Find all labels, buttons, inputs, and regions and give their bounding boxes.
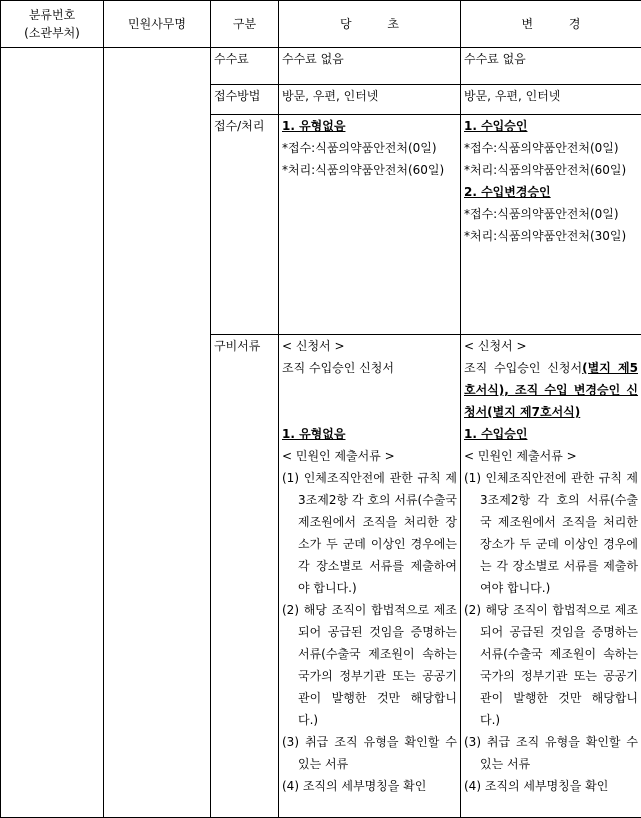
documents-after-form-plain: 조직 수입승인 신청서 bbox=[464, 361, 582, 375]
cell-category bbox=[1, 48, 104, 818]
documents-before-item-1: (1) 인체조직안전에 관한 규칙 제3조제2항 각 호의 서류(수출국 제조원에서 조직을 처리한 장소가 두 군데 이상인 경우에는 각 장소별로 서류를 제출하여야 합니다.) bbox=[282, 467, 457, 599]
documents-before-item-4: (4) 조직의 세부명칭을 확인 bbox=[282, 775, 457, 797]
processing-after-heading2: 2. 수입변경승인 bbox=[464, 181, 638, 203]
processing-after-process1: *처리:식품의약품안전처(60일) bbox=[464, 159, 638, 181]
documents-after-form bbox=[464, 357, 638, 423]
processing-after-heading1: 1. 수입승인 bbox=[464, 115, 638, 137]
documents-before-heading: 1. 유형없음 bbox=[282, 423, 457, 445]
documents-before-sub-title: < 민원인 제출서류 > bbox=[282, 445, 457, 467]
documents-after-item-2: (2) 해당 조직이 합법적으로 제조되어 공급된 것임을 증명하는 서류(수출국 제조원이 속하는 국가의 정부기관 또는 공공기관이 발행한 것만 해당합니다.) bbox=[464, 599, 638, 731]
processing-before bbox=[279, 115, 461, 335]
header-category-line2: (소관부처) bbox=[1, 24, 103, 42]
processing-after-receive1: *접수:식품의약품안전처(0일) bbox=[464, 137, 638, 159]
label-fee: 수수료 bbox=[211, 48, 279, 85]
header-category-line1: 분류번호 bbox=[1, 6, 103, 24]
header-after bbox=[461, 1, 641, 48]
processing-before-heading: 1. 유형없음 bbox=[282, 115, 457, 137]
label-processing: 접수/처리 bbox=[211, 115, 279, 335]
label-method: 접수방법 bbox=[211, 85, 279, 115]
documents-before-form-title: < 신청서 > bbox=[282, 335, 457, 357]
processing-after bbox=[461, 115, 641, 335]
method-before: 방문, 우편, 인터넷 bbox=[279, 85, 461, 115]
header-service: 민원사무명 bbox=[104, 1, 211, 48]
processing-after-receive2: *접수:식품의약품안전처(0일) bbox=[464, 203, 638, 225]
processing-before-process: *처리:식품의약품안전처(60일) bbox=[282, 159, 457, 181]
documents-after-sub-title: < 민원인 제출서류 > bbox=[464, 445, 638, 467]
processing-after-process2: *처리:식품의약품안전처(30일) bbox=[464, 225, 638, 247]
fee-after: 수수료 없음 bbox=[461, 48, 641, 85]
cell-service bbox=[104, 48, 211, 818]
documents-after-heading: 1. 수입승인 bbox=[464, 423, 638, 445]
documents-after-item-4: (4) 조직의 세부명칭을 확인 bbox=[464, 775, 638, 797]
row-fee bbox=[1, 48, 641, 85]
documents-before-item-3: (3) 취급 조직 유형을 확인할 수 있는 서류 bbox=[282, 731, 457, 775]
header-row bbox=[1, 1, 641, 48]
header-before-label: 당 초 bbox=[324, 17, 415, 31]
method-after: 방문, 우편, 인터넷 bbox=[461, 85, 641, 115]
header-after-label: 변 경 bbox=[506, 17, 597, 31]
processing-before-receive: *접수:식품의약품안전처(0일) bbox=[282, 137, 457, 159]
label-documents: 구비서류 bbox=[211, 335, 279, 818]
fee-before: 수수료 없음 bbox=[279, 48, 461, 85]
header-before bbox=[279, 1, 461, 48]
documents-after-item-1: (1) 인체조직안전에 관한 규칙 제3조제2항 각 호의 서류(수출국 제조원에서 조직을 처리한 장소가 두 군데 이상인 경우에는 각 장소별로 서류를 제출하여야 합니다.) bbox=[464, 467, 638, 599]
documents-after-form-title: < 신청서 > bbox=[464, 335, 638, 357]
documents-before-form: 조직 수입승인 신청서 bbox=[282, 357, 457, 379]
spacer bbox=[282, 379, 457, 423]
documents-after-item-3: (3) 취급 조직 유형을 확인할 수 있는 서류 bbox=[464, 731, 638, 775]
documents-before-item-2: (2) 해당 조직이 합법적으로 제조되어 공급된 것임을 증명하는 서류(수출국 제조원이 속하는 국가의 정부기관 또는 공공기관이 발행한 것만 해당합니다.) bbox=[282, 599, 457, 731]
documents-after bbox=[461, 335, 641, 818]
header-category bbox=[1, 1, 104, 48]
documents-before bbox=[279, 335, 461, 818]
header-division: 구분 bbox=[211, 1, 279, 48]
documents-after-form-bold: (별지 제5호서식), 조직 수입 변경승인 신청서(별지 제7호서식) bbox=[464, 361, 638, 419]
